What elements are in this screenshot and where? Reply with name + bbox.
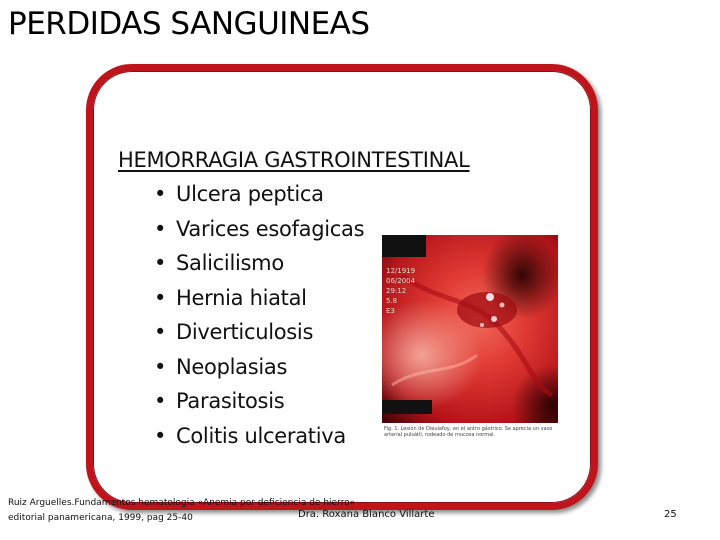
overlay-text: E3 xyxy=(386,307,395,315)
overlay-text: 06/2004 xyxy=(386,277,416,285)
overlay-text: 29:12 xyxy=(386,287,407,295)
list-item: • Salicilismo xyxy=(154,248,364,283)
list-item: • Neoplasias xyxy=(154,352,364,387)
list-item: • Diverticulosis xyxy=(154,317,364,352)
slide-title: PERDIDAS SANGUINEAS xyxy=(8,6,370,42)
overlay-text: 5.8 xyxy=(386,297,398,305)
image-caption: Fig. 1. Lesión de Dieulafoy, en el antro gástrico. Se aprecia un vaso arterial pulsátil, rodeado de mucosa normal. xyxy=(384,426,553,438)
endoscopy-image-graphic xyxy=(382,235,558,423)
list-item: • Parasitosis xyxy=(154,386,364,421)
reference-line: Ruiz Arguelles.Fundamentos hematologia «Anemia por deficiencia de hierro» xyxy=(8,498,356,508)
author-name: Dra. Roxana Blanco Villarte xyxy=(298,509,435,520)
list-item: • Colitis ulcerativa xyxy=(154,421,364,456)
page-number: 25 xyxy=(664,509,677,520)
list-item: • Ulcera peptica xyxy=(154,179,364,214)
reference-line: editorial panamericana, 1999, pag 25-40 xyxy=(8,513,193,523)
section-heading: HEMORRAGIA GASTROINTESTINAL xyxy=(118,148,470,172)
list-item: • Varices esofagicas xyxy=(154,214,364,249)
causes-list xyxy=(154,179,364,455)
overlay-text: 12/1919 xyxy=(386,267,416,275)
endoscopy-image xyxy=(382,235,558,423)
list-item: • Hernia hiatal xyxy=(154,283,364,318)
